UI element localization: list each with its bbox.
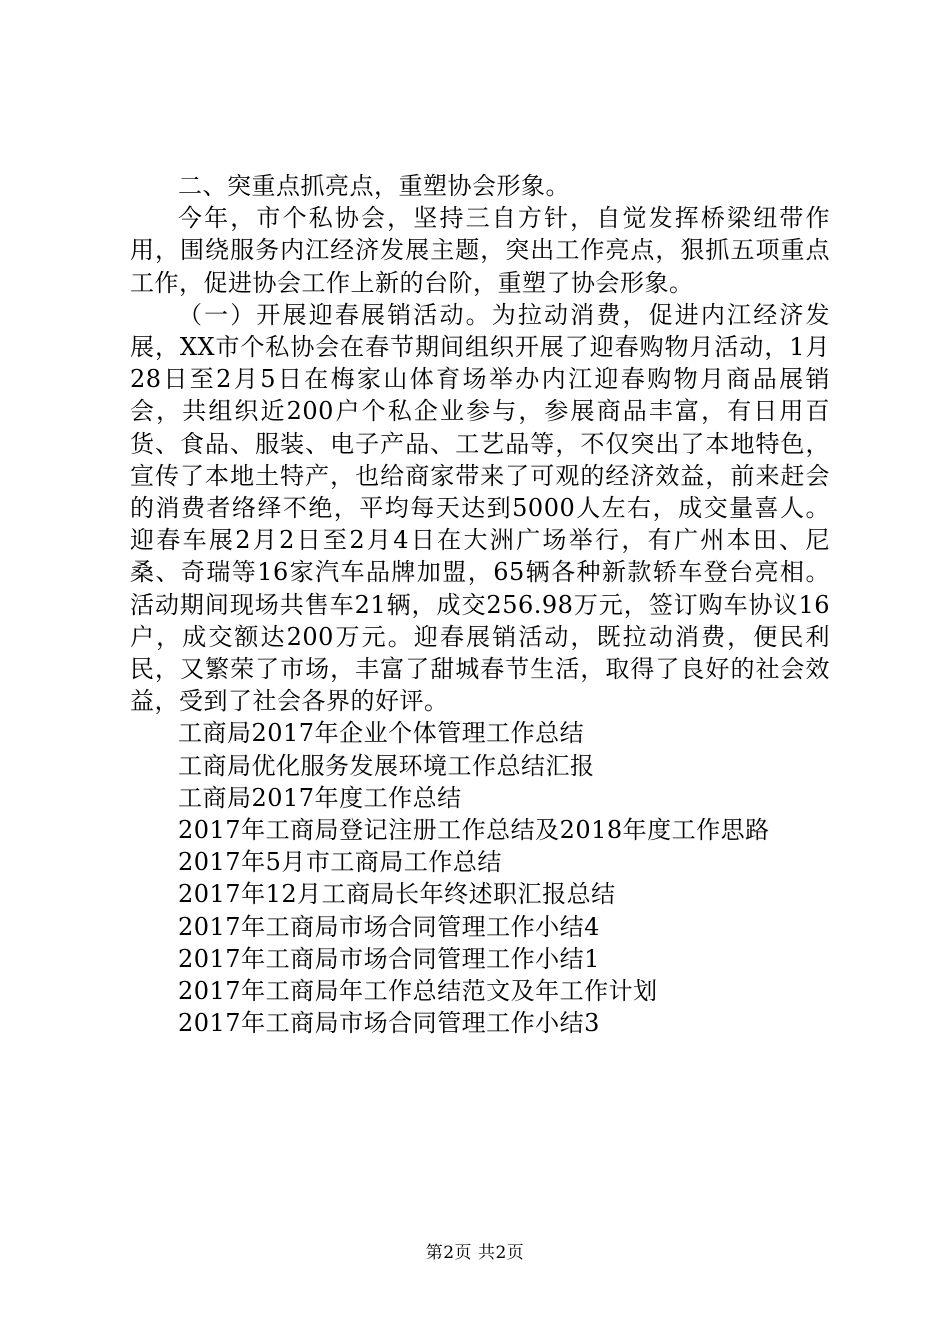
- section-heading: 二、突重点抓亮点，重塑协会形象。: [178, 172, 570, 200]
- related-link[interactable]: 工商局优化服务发展环境工作总结汇报: [178, 751, 595, 780]
- related-link[interactable]: 2017年工商局市场合同管理工作小结4: [178, 912, 600, 941]
- related-link[interactable]: 工商局2017年度工作总结: [178, 783, 462, 812]
- paragraph-summary: 今年，市个私协会，坚持三自方针，自觉发挥桥梁纽带作用，围绕服务内江经济发展主题，突出工作亮点，狠抓五项重点工作，促进协会工作上新的台阶，重塑了协会形象。: [130, 204, 830, 297]
- related-link[interactable]: 2017年工商局年工作总结范文及年工作计划: [178, 977, 658, 1006]
- related-link[interactable]: 工商局2017年企业个体管理工作总结: [178, 719, 585, 748]
- related-link[interactable]: 2017年5月市工商局工作总结: [178, 848, 502, 877]
- related-link[interactable]: 2017年工商局市场合同管理工作小结1: [178, 944, 600, 973]
- related-links-list: [130, 717, 830, 1039]
- document-body: [130, 170, 830, 1039]
- page-number-label: 第2页 共2页: [425, 1243, 525, 1263]
- related-link[interactable]: 2017年12月工商局长年终述职汇报总结: [178, 880, 616, 909]
- paragraph-spring-fair: （一）开展迎春展销活动。为拉动消费，促进内江经济发展，XX市个私协会在春节期间组织开展了迎春购物月活动，1月28日至2月5日在梅家山体育场举办内江迎春购物月商品展销会，共组织近200户个私企业参与，参展商品丰富，有日用百货、食品、服装、电子产品、工艺品等，不仅突出了本地特色，宣传了本地土特产，也给商家带来了可观的经济效益，前来赶会的消费者络绎不绝，平均每天达到5000人左右，成交量喜人。迎春车展2月2日至2月4日在大洲广场举行，有广州本田、尼桑、奇瑞等16家汽车品牌加盟，65辆各种新款轿车登台亮相。活动期间现场共售车21辆，成交256.98万元，签订购车协议16户，成交额达200万元。迎春展销活动，既拉动消费，便民利民，又繁荣了市场，丰富了甜城春节生活，取得了良好的社会效益，受到了社会各界的好评。: [130, 300, 830, 716]
- related-link[interactable]: 2017年工商局市场合同管理工作小结3: [178, 1009, 600, 1038]
- page-footer: [0, 1242, 950, 1264]
- related-link[interactable]: 2017年工商局登记注册工作总结及2018年度工作思路: [178, 816, 770, 845]
